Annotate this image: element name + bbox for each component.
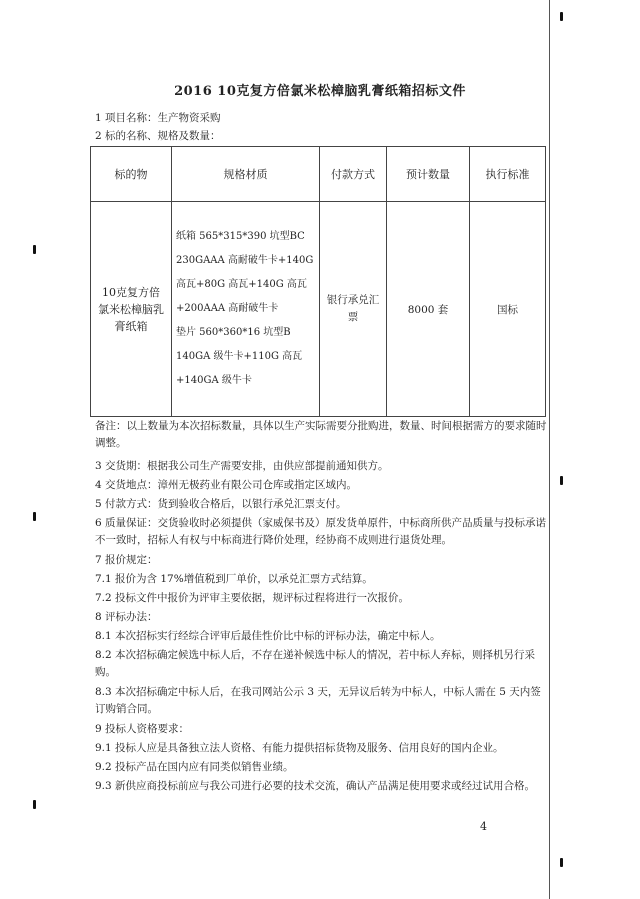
evaluation-rule-3: 8.3 本次招标确定中标人后，在我司网站公示 3 天，无异议后转为中标人，中标人需在 5 天内签订购销合同。 [95,686,541,715]
header-spec: 规格材质 [172,147,320,202]
spec-line: 纸箱 565*315*390 坑型BC [176,231,305,242]
spec-line: 垫片 560*360*16 坑型B [176,327,291,338]
evaluation-heading: 8 评标办法： [95,611,158,623]
scan-mark [560,858,563,867]
spec-line: +140GA 级牛卡 [176,375,252,386]
scan-mark [33,800,36,809]
payment-cell: 银行承兑汇票 [320,202,387,417]
evaluation-rule-1: 8.1 本次招标实行经综合评审后最佳性价比中标的评标办法，确定中标人。 [95,630,441,642]
evaluation-rule-2: 8.2 本次招标确定候选中标人后，不存在递补候选中标人的情况，若中标人弃标，则择机另行采购。 [95,649,536,678]
quote-rule-2: 7.2 投标文件中报价为评审主要依据，规评标过程将进行一次报价。 [95,592,410,604]
header-standard: 执行标准 [470,147,546,202]
spec-line: +200AAA 高耐破牛卡 [176,303,279,314]
page-number: 4 [480,820,487,833]
note-paragraph: 备注：以上数量为本次招标数量，具体以生产实际需要分批购进，数量、时间根据需方的要求随时调整。 [95,420,547,449]
delivery-location: 4 交货地点：漳州无极药业有限公司仓库或指定区域内。 [95,479,358,491]
quote-rule-1: 7.1 报价为含 17%增值税到厂单价，以承兑汇票方式结算。 [95,573,373,585]
tender-table [90,146,546,417]
scan-mark [33,245,36,254]
scan-mark [560,12,563,21]
item-spec-heading: 2 标的名称、规格及数量： [95,130,221,142]
header-quantity: 预计数量 [387,147,470,202]
spec-line: 140GA 级牛卡+110G 高瓦 [176,351,303,362]
standard-cell: 国标 [470,202,546,417]
scan-mark [560,476,563,485]
delivery-period: 3 交货期：根据我公司生产需要安排，由供应部提前通知供方。 [95,460,389,472]
product-cell: 10克复方倍氯米松樟脑乳膏纸箱 [91,202,172,417]
project-name: 1 项目名称：生产物资采购 [95,112,221,124]
spec-line: 高瓦+80G 高瓦+140G 高瓦 [176,279,307,290]
spec-line: 230GAAA 高耐破牛卡+140G [176,255,314,266]
qualification-rule-3: 9.3 新供应商投标前应与我公司进行必要的技术交流，确认产品满足使用要求或经过试用合格。 [95,780,536,792]
payment-terms: 5 付款方式：货到验收合格后，以银行承兑汇票支付。 [95,498,347,510]
table-header-row [91,147,546,202]
header-payment: 付款方式 [320,147,387,202]
spec-cell [172,202,320,417]
document-title: 2016 10克复方倍氯米松樟脑乳膏纸箱招标文件 [174,84,466,99]
quality-guarantee: 6 质量保证：交货验收时必须提供（家威保书及）原发货单原件，中标商所供产品质量与投标承诺不一致时，招标人有权与中标商进行降价处理，经协商不成则进行退货处理。 [95,517,547,546]
qualification-heading: 9 投标人资格要求： [95,723,190,735]
quantity-cell: 8000 套 [387,202,470,417]
quote-rules-heading: 7 报价规定： [95,554,158,566]
header-item: 标的物 [91,147,172,202]
qualification-rule-1: 9.1 投标人应是具备独立法人资格、有能力提供招标货物及服务、信用良好的国内企业。 [95,742,504,754]
table-row [91,202,546,417]
qualification-rule-2: 9.2 投标产品在国内应有同类似销售业绩。 [95,761,294,773]
scan-mark [33,512,36,521]
